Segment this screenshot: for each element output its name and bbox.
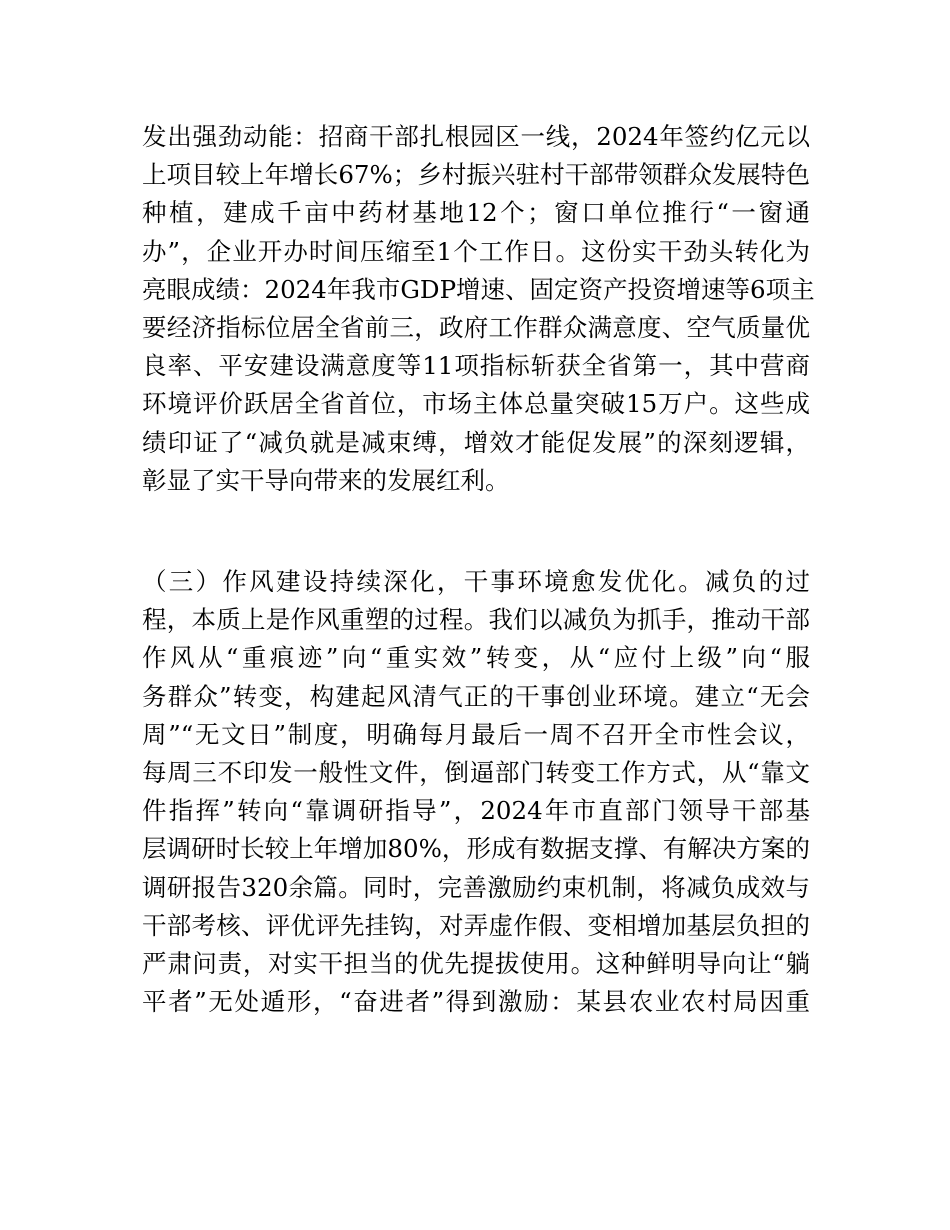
text-line: 周”“无文日”制度，明确每月最后一周不召开全市性会议， bbox=[142, 719, 810, 749]
text-line: 环境评价跃居全省首位，市场主体总量突破15万户。这些成 bbox=[142, 389, 810, 419]
paragraph-1 bbox=[142, 118, 815, 500]
text-line: 上项目较上年增长67%；乡村振兴驻村干部带领群众发展特色 bbox=[142, 160, 810, 190]
text-line: 亮眼成绩：2024年我市GDP增速、固定资产投资增速等6项主 bbox=[142, 274, 815, 304]
text-line: 种植，建成千亩中药材基地12个；窗口单位推行“一窗通 bbox=[142, 198, 810, 228]
text-line: 彰显了实干导向带来的发展红利。 bbox=[142, 465, 510, 495]
text-line: 发出强劲动能：招商干部扎根园区一线，2024年签约亿元以 bbox=[142, 122, 810, 151]
text-line: 严肃问责，对实干担当的优先提拔使用。这种鲜明导向让“躺 bbox=[142, 948, 810, 978]
text-line: （三）作风建设持续深化，干事环境愈发优化。减负的过 bbox=[142, 567, 810, 596]
text-line: 干部考核、评优评先挂钩，对弄虚作假、变相增加基层负担的 bbox=[142, 910, 810, 940]
paragraph-2 bbox=[142, 563, 810, 1021]
text-line: 平者”无处遁形，“奋进者”得到激励：某县农业农村局因重 bbox=[142, 987, 810, 1017]
text-line: 每周三不印发一般性文件，倒逼部门转变工作方式，从“靠文 bbox=[142, 757, 810, 787]
text-line: 办”，企业开办时间压缩至1个工作日。这份实干劲头转化为 bbox=[142, 236, 810, 266]
text-line: 要经济指标位居全省前三，政府工作群众满意度、空气质量优 bbox=[142, 312, 810, 342]
text-line: 作风从“重痕迹”向“重实效”转变，从“应付上级”向“服 bbox=[142, 643, 810, 673]
text-line: 务群众”转变，构建起风清气正的干事创业环境。建立“无会 bbox=[142, 681, 810, 711]
text-line: 件指挥”转向“靠调研指导”，2024年市直部门领导干部基 bbox=[142, 796, 810, 826]
text-line: 层调研时长较上年增加80%，形成有数据支撑、有解决方案的 bbox=[142, 834, 810, 864]
text-line: 绩印证了“减负就是减束缚，增效才能促发展”的深刻逻辑， bbox=[142, 427, 810, 457]
text-line: 良率、平安建设满意度等11项指标斩获全省第一，其中营商 bbox=[142, 351, 810, 381]
text-line: 程，本质上是作风重塑的过程。我们以减负为抓手，推动干部 bbox=[142, 605, 810, 635]
text-line: 调研报告320余篇。同时，完善激励约束机制，将减负成效与 bbox=[142, 872, 810, 902]
